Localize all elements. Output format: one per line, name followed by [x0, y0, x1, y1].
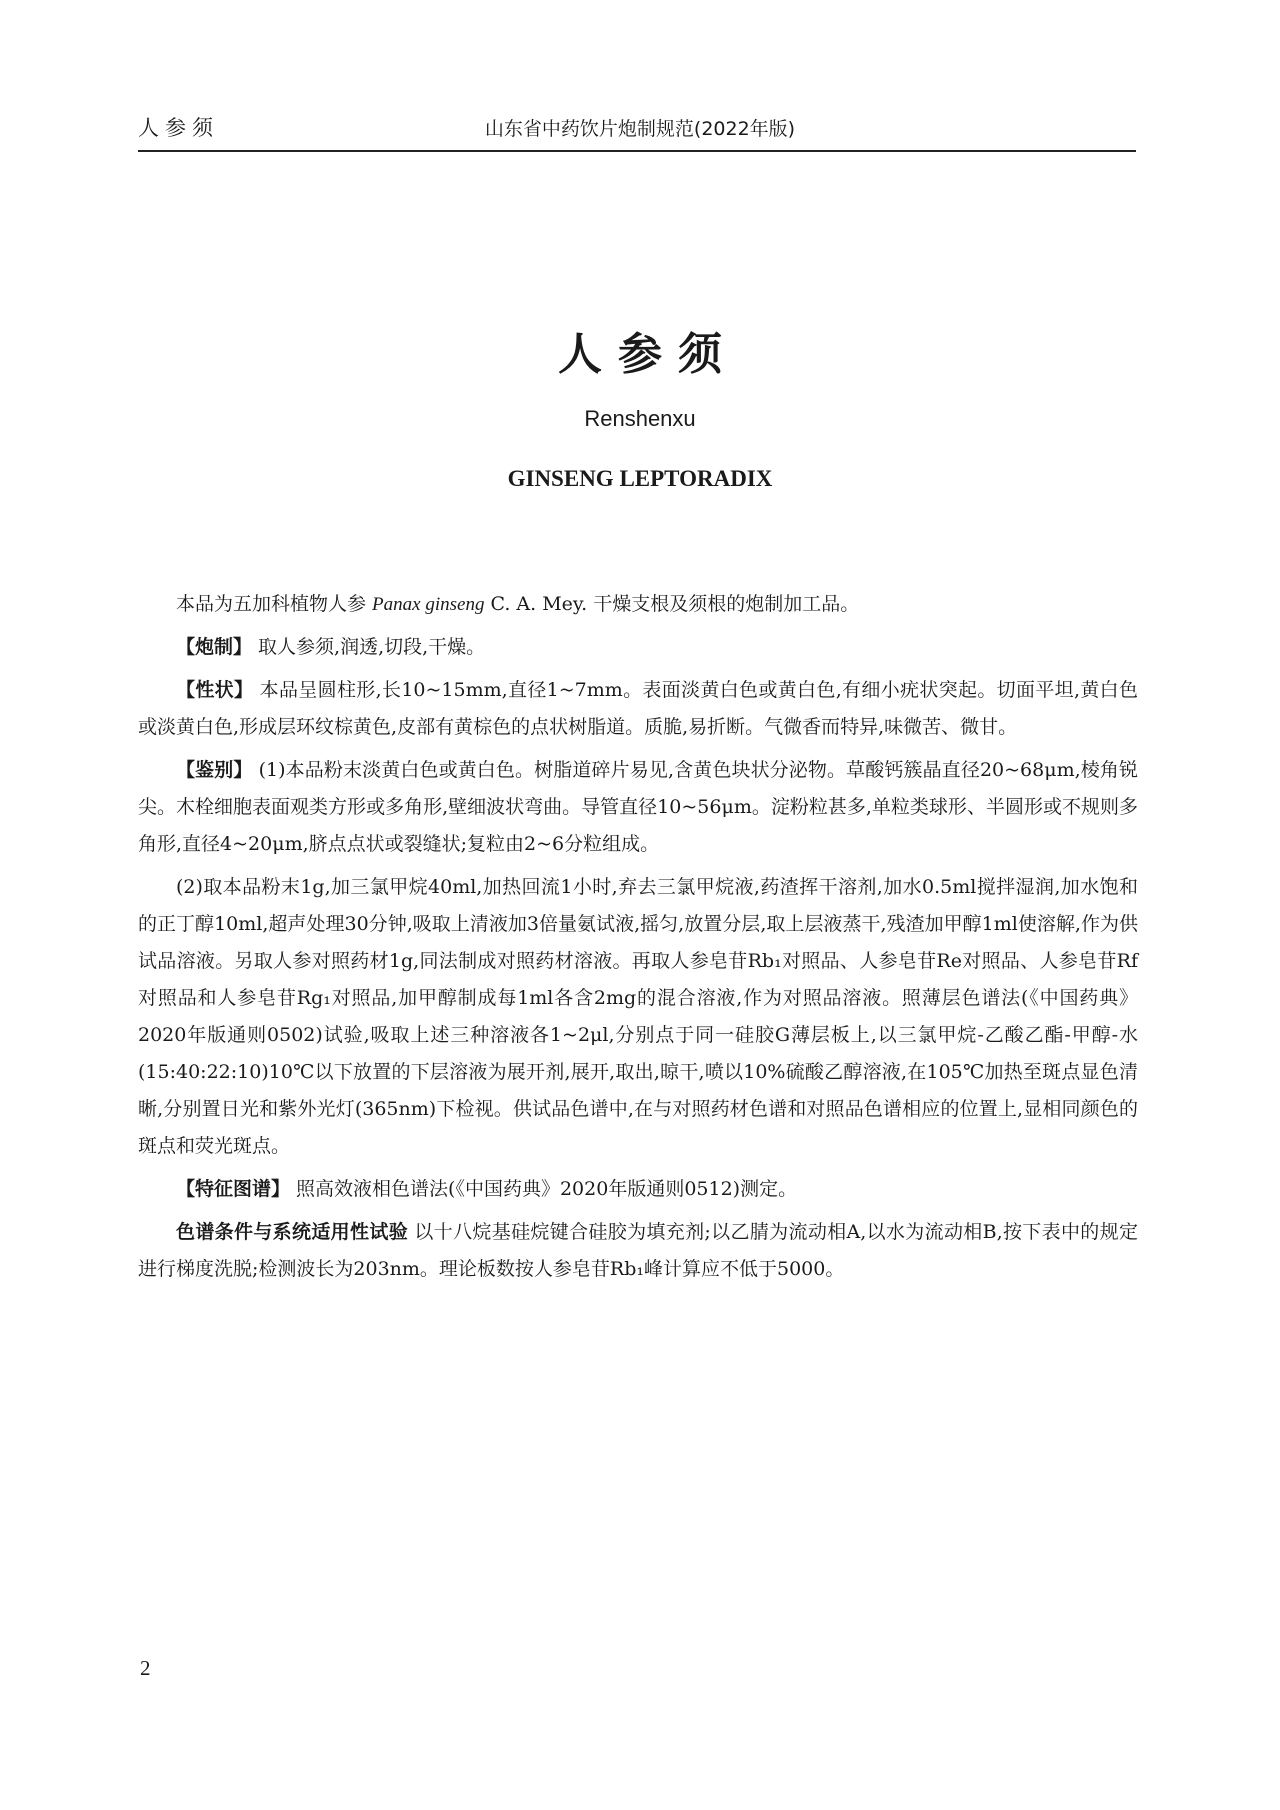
- fingerprint-text: 照高效液相色谱法(《中国药典》2020年版通则0512)测定。: [290, 1178, 798, 1200]
- running-head-book-title: 山东省中药饮片炮制规范(2022年版): [484, 118, 796, 140]
- identification-text-2: (2)取本品粉末1g,加三氯甲烷40ml,加热回流1小时,弃去三氯甲烷液,药渣挥干溶剂,加水0.5ml搅拌湿润,加水饱和的正丁醇10ml,超声处理30分钟,吸取上清液加3倍量氨试液,摇匀,放置分层,取上层液蒸干,残渣加甲醇1ml使溶解,作为供试品溶液。另取人参对照药材1g,同法制成对照药材溶液。再取人参皂苷Rb₁对照品、人参皂苷Re对照品、人参皂苷Rf对照品和人参皂苷Rg₁对照品,加甲醇制成每1ml各含2mg的混合溶液,作为对照品溶液。照薄层色谱法(《中国药典》2020年版通则0502)试验,吸取上述三种溶液各1~2μl,分别点于同一硅胶G薄层板上,以三氯甲烷-乙酸乙酯-甲醇-水(15:40:22:10)10℃以下放置的下层溶液为展开剂,展开,取出,晾干,喷以10%硫酸乙醇溶液,在105℃加热至斑点显色清晰,分别置日光和紫外光灯(365nm)下检视。供试品色谱中,在与对照药材色谱和对照品色谱相应的位置上,显相同颜色的斑点和荧光斑点。: [138, 876, 1138, 1157]
- fingerprint-paragraph: [138, 1171, 1138, 1208]
- running-head-title: 人参须: [138, 116, 219, 140]
- page-number: 2: [140, 1656, 151, 1680]
- monograph-body: [138, 586, 1138, 1294]
- intro-text-after: C. A. Mey. 干燥支根及须根的炮制加工品。: [484, 593, 860, 615]
- processing-text: 取人参须,润透,切段,干燥。: [252, 636, 486, 658]
- chromatography-paragraph: [138, 1214, 1138, 1288]
- fingerprint-tag: 【特征图谱】: [176, 1178, 291, 1200]
- identification-paragraph-2: [138, 869, 1138, 1165]
- monograph-title: 人参须: [558, 329, 738, 380]
- description-paragraph: [138, 672, 1138, 746]
- intro-latin-species: Panax ginseng: [372, 594, 485, 615]
- identification-tag: 【鉴别】: [176, 759, 253, 781]
- monograph-pinyin: Renshenxu: [584, 406, 696, 431]
- identification-paragraph-1: [138, 752, 1138, 863]
- monograph-latin-name: GINSENG LEPTORADIX: [507, 466, 773, 491]
- processing-paragraph: [138, 629, 1138, 666]
- intro-text-before: 本品为五加科植物人参: [176, 593, 373, 615]
- processing-tag: 【炮制】: [176, 636, 253, 658]
- description-text: 本品呈圆柱形,长10~15mm,直径1~7mm。表面淡黄白色或黄白色,有细小疣状突起。切面平坦,黄白色或淡黄白色,形成层环纹棕黄色,皮部有黄棕色的点状树脂道。质脆,易折断。气微香而特异,味微苦、微甘。: [138, 679, 1138, 738]
- chromatography-text: 以十八烷基硅烷键合硅胶为填充剂;以乙腈为流动相A,以水为流动相B,按下表中的规定进行梯度洗脱;检测波长为203nm。理论板数按人参皂苷Rb₁峰计算应不低于5000。: [138, 1221, 1138, 1280]
- identification-text-1: (1)本品粉末淡黄白色或黄白色。树脂道碎片易见,含黄色块状分泌物。草酸钙簇晶直径20~68μm,棱角锐尖。木栓细胞表面观类方形或多角形,壁细波状弯曲。导管直径10~56μm。淀粉粒甚多,单粒类球形、半圆形或不规则多角形,直径4~20μm,脐点点状或裂缝状;复粒由2~6分粒组成。: [138, 759, 1138, 855]
- description-tag: 【性状】: [176, 679, 254, 701]
- intro-paragraph: [138, 586, 1138, 623]
- header-rule: [138, 150, 1136, 152]
- chromatography-lead: 色谱条件与系统适用性试验: [176, 1221, 409, 1243]
